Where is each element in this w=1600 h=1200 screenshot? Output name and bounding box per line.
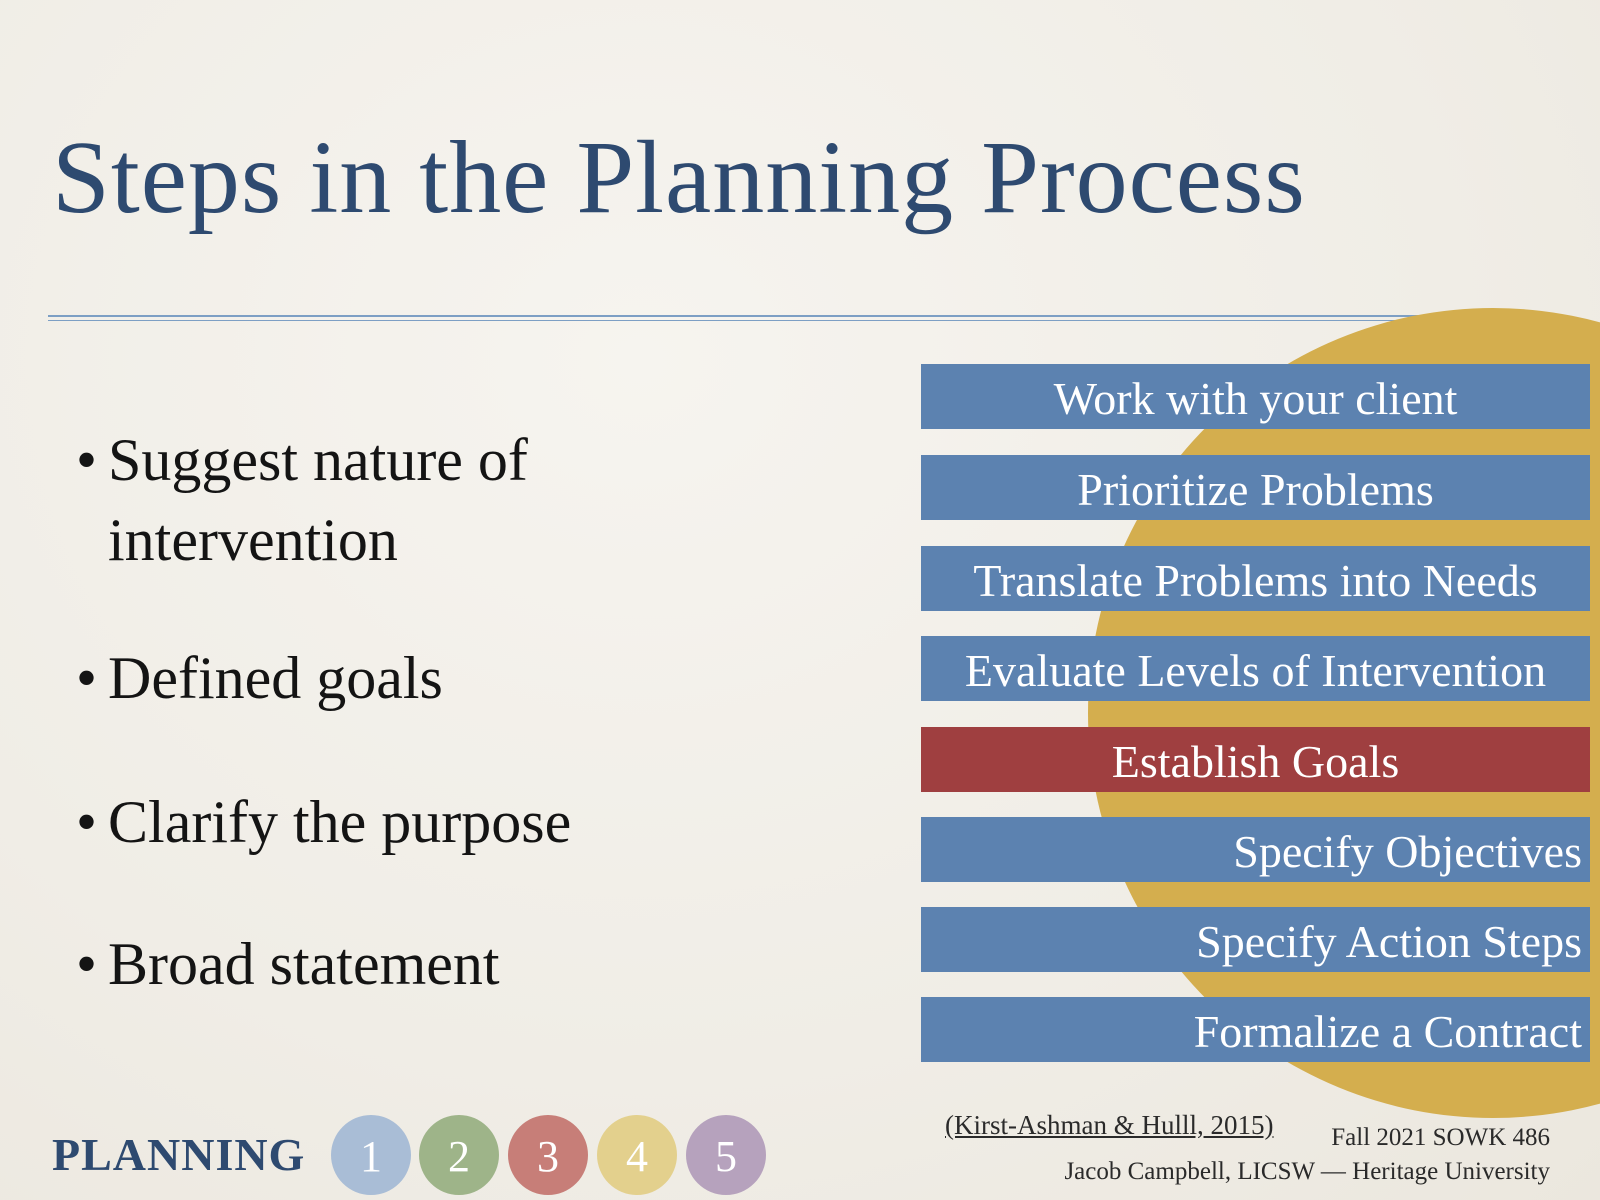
bullet-item: • Suggest nature of intervention [76,420,708,580]
step-translate-problems: Translate Problems into Needs [921,546,1590,611]
section-step-circle-1: 1 [331,1115,411,1195]
step-specify-action-steps: Specify Action Steps [921,907,1590,972]
step-establish-goals: Establish Goals [921,727,1590,792]
bullet-item: • Defined goals [76,638,443,718]
bullet-item: • Clarify the purpose [76,782,571,862]
slide-title: Steps in the Planning Process [52,120,1306,235]
step-formalize-contract: Formalize a Contract [921,997,1590,1062]
section-step-circle-3: 3 [508,1115,588,1195]
title-divider [48,315,1448,317]
author-label: Jacob Campbell, LICSW — Heritage University [1064,1158,1550,1185]
citation-link[interactable]: (Kirst-Ashman & Hulll, 2015) [945,1110,1274,1140]
step-work-with-client: Work with your client [921,364,1590,429]
step-prioritize-problems: Prioritize Problems [921,455,1590,520]
section-step-circle-4: 4 [597,1115,677,1195]
section-step-circle-2: 2 [419,1115,499,1195]
section-label: PLANNING [52,1129,306,1180]
section-step-circle-5: 5 [686,1115,766,1195]
title-divider-thin [48,320,1448,321]
step-evaluate-levels: Evaluate Levels of Intervention [921,636,1590,701]
bullet-item: • Broad statement [76,924,500,1004]
course-label: Fall 2021 SOWK 486 [1331,1124,1550,1151]
step-specify-objectives: Specify Objectives [921,817,1590,882]
